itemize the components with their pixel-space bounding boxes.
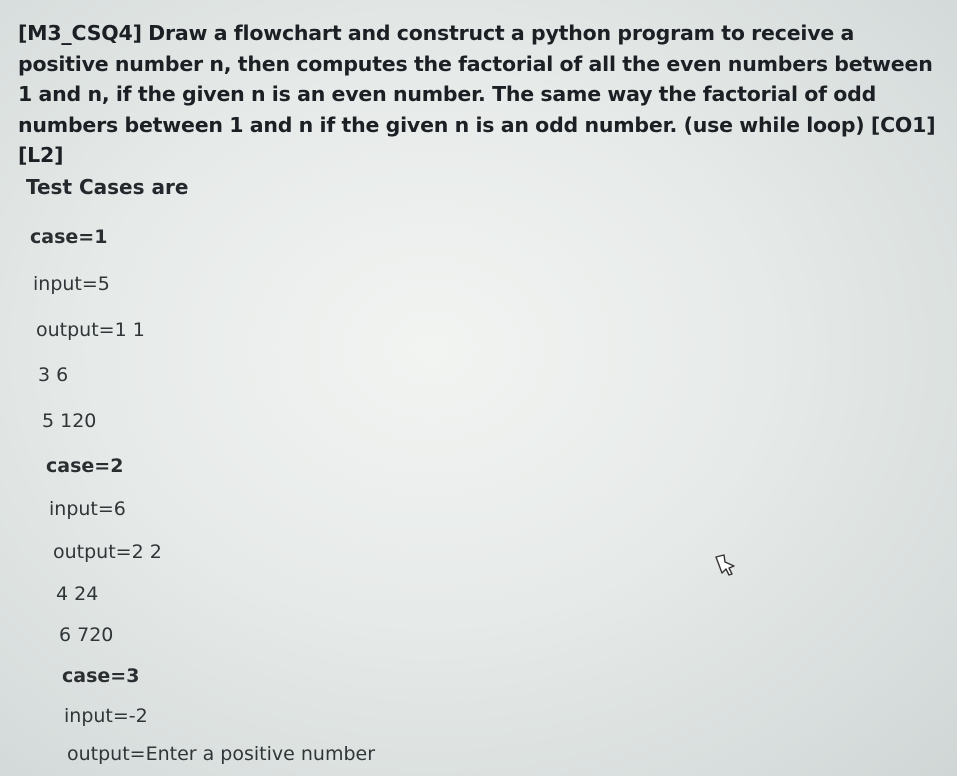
case-3-input: input=-2 [64,705,148,727]
case-2-label: case=2 [46,455,124,477]
case-1-output-line-2: 3 6 [38,364,69,386]
case-1-output: output=1 1 [36,319,145,341]
case-1-output-line-3: 5 120 [42,410,97,432]
case-1-label: case=1 [30,226,108,248]
case-3-label: case=3 [62,665,140,687]
test-cases-heading: Test Cases are [26,175,189,199]
case-2-output-line-3: 6 720 [59,624,114,646]
case-3-output: output=Enter a positive number [67,743,376,765]
case-2-input: input=6 [49,498,126,520]
case-2-output-line-2: 4 24 [56,583,99,605]
question-text: [M3_CSQ4] Draw a flowchart and construct a python program to receive a positive number n, then computes the factorial of all the even numbers between 1 and n, if the given n is an even number. The same way the factorial of odd numbers between 1 and n if the given n is an odd number. (use while loop) [CO1] [L2] [18,21,936,167]
case-1-input: input=5 [33,273,110,295]
mouse-pointer-icon [714,552,736,578]
case-2-output: output=2 2 [53,541,162,563]
